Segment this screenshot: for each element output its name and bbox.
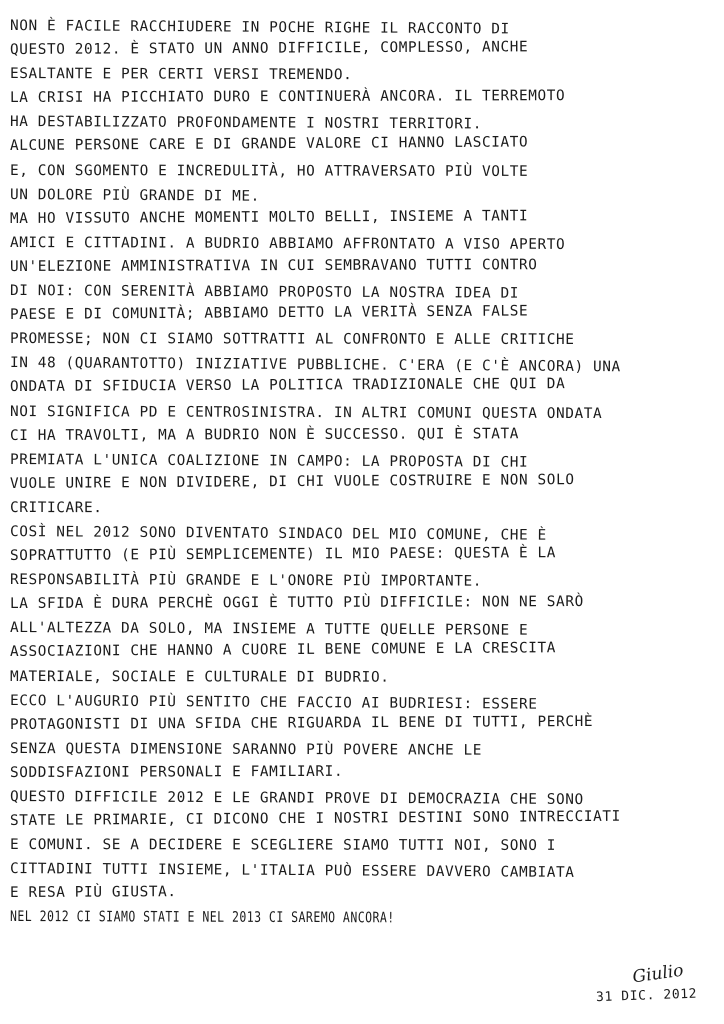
letter-line: NON È FACILE RACCHIUDERE IN POCHE RIGHE IL RACCONTO DI [9,18,510,38]
letter-line: NEL 2012 CI SIAMO STATI E NEL 2013 CI SAREMO ANCORA! [9,909,395,927]
letter-line: COSÌ NEL 2012 SONO DIVENTATO SINDACO DEL MIO COMUNE, CHE È [9,523,547,544]
letter-line: ONDATA DI SFIDUCIA VERSO LA POLITICA TRADIZIONALE CHE QUI DA [9,376,566,396]
signature-block [595,960,720,1016]
letter-line: SOPRATTUTTO (E PIÙ SEMPLICEMENTE) IL MIO PAESE: QUESTA È LA [9,545,557,565]
letter-line: LA CRISI HA PICCHIATO DURO E CONTINUERÀ ANCORA. IL TERREMOTO [9,88,566,107]
letter-line: CRITICARE. [9,499,103,517]
letter-line: VUOLE UNIRE E NON DIVIDERE, DI CHI VUOLE COSTRUIRE E NON SOLO [9,471,575,492]
letter-line: UN DOLORE PIÙ GRANDE DI ME. [9,186,260,205]
letter-line: SENZA QUESTA DIMENSIONE SARANNO PIÙ POVERE ANCHE LE [9,740,483,759]
letter-line: STATE LE PRIMARIE, CI DICONO CHE I NOSTRI DESTINI SONO INTRECCIATI [9,808,621,830]
letter-line: ESALTANTE E PER CERTI VERSI TREMENDO. [9,66,353,84]
letter-line: HA DESTABILIZZATO PROFONDAMENTE I NOSTRI TERRITORI. [9,114,483,133]
letter-line: RESPONSABILITÀ PIÙ GRANDE E L'ONORE PIÙ IMPORTANTE. [9,572,483,590]
letter-line: PROTAGONISTI DI UNA SFIDA CHE RIGUARDA IL BENE DI TUTTI, PERCHÈ [9,713,594,733]
letter-line: PROMESSE; NON CI SIAMO SOTTRATTI AL CONFRONTO E ALLE CRITICHE [9,331,575,349]
letter-line: MA HO VISSUTO ANCHE MOMENTI MOLTO BELLI, INSIEME A TANTI [9,208,529,227]
letter-line: E, CON SGOMENTO E INCREDULITÀ, HO ATTRAVERSATO PIÙ VOLTE [9,162,529,180]
letter-line: E RESA PIÙ GIUSTA. [9,884,177,902]
signature-date: 31 DIC. 2012 [595,986,698,1006]
letter-body [10,14,716,930]
letter-line: NOI SIGNIFICA PD E CENTROSINISTRA. IN ALTRI COMUNI QUESTA ONDATA [9,403,603,422]
letter-line: CITTADINI TUTTI INSIEME, L'ITALIA PUÒ ESSERE DAVVERO CAMBIATA [9,861,575,882]
letter-line: AMICI E CITTADINI. A BUDRIO ABBIAMO AFFRONTATO A VISO APERTO [9,234,566,253]
letter-line: ALCUNE PERSONE CARE E DI GRANDE VALORE CI HANNO LASCIATO [9,134,529,155]
letter-line: IN 48 (QUARANTOTTO) INIZIATIVE PUBBLICHE. C'ERA (E C'È ANCORA) UNA [9,355,621,376]
letter-line: SODDISFAZIONI PERSONALI E FAMILIARI. [9,763,344,781]
letter-line: LA SFIDA È DURA PERCHÈ OGGI È TUTTO PIÙ DIFFICILE: NON NE SARÒ [9,594,584,613]
letter-line: ECCO L'AUGURIO PIÙ SENTITO CHE FACCIO AI BUDRIESI: ESSERE [9,692,538,713]
letter-line: UN'ELEZIONE AMMINISTRATIVA IN CUI SEMBRAVANO TUTTI CONTRO [9,257,538,275]
signature-name: Giulio [631,960,685,988]
letter-line: ASSOCIAZIONI CHE HANNO A CUORE IL BENE COMUNE E LA CRESCITA [9,640,557,661]
letter-line: CI HA TRAVOLTI, MA A BUDRIO NON È SUCCESSO. QUI È STATA [9,425,520,444]
letter-line: PAESE E DI COMUNITÀ; ABBIAMO DETTO LA VERITÀ SENZA FALSE [9,303,529,324]
letter-line: DI NOI: CON SERENITÀ ABBIAMO PROPOSTO LA NOSTRA IDEA DI [9,283,520,302]
letter-line: ALL'ALTEZZA DA SOLO, MA INSIEME A TUTTE QUELLE PERSONE E [9,620,529,640]
letter-line: PREMIATA L'UNICA COALIZIONE IN CAMPO: LA PROPOSTA DI CHI [9,451,529,471]
letter-line: MATERIALE, SOCIALE E CULTURALE DI BUDRIO. [9,668,390,686]
letter-line: QUESTO DIFFICILE 2012 E LE GRANDI PROVE DI DEMOCRAZIA CHE SONO [9,789,584,809]
letter-line: QUESTO 2012. È STATO UN ANNO DIFFICILE, COMPLESSO, ANCHE [9,39,529,59]
letter-line: E COMUNI. SE A DECIDERE E SCEGLIERE SIAMO TUTTI NOI, SONO I [9,837,557,855]
